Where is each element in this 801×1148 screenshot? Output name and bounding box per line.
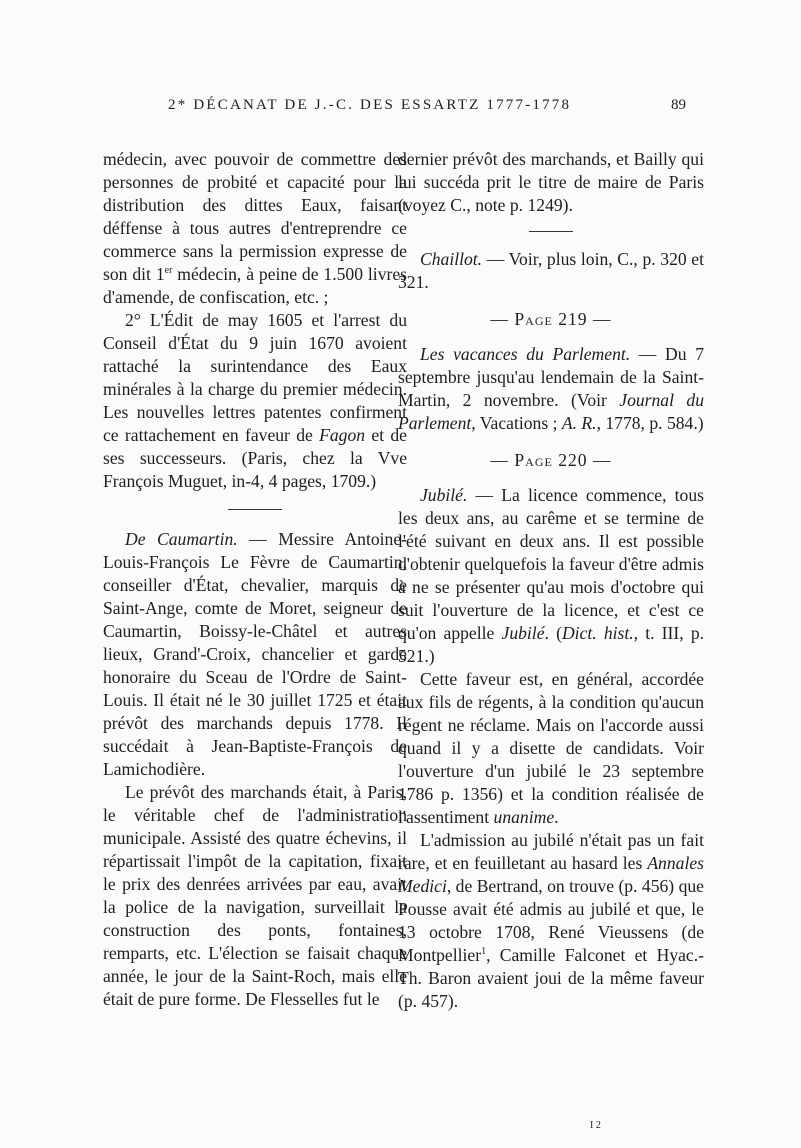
paragraph: médecin, avec pouvoir de commettre des personnes de probité et capacité pour la distribution des dittes Eaux, faisant déffense à tous autres d'entreprendre ce commerce sans la permission expresse de son dit 1er médecin, à peine de 1.500 livres d'amende, de confiscation, etc. ; [103,149,408,307]
paragraph: De Caumartin. — Messire Antoine-Louis-François Le Fèvre de Caumartin, conseiller d'État, chevalier, marquis de Saint-Ange, comte de Moret, seigneur de Caumartin, Boissy-le-Châtel et autres lieux, Grand'-Croix, chancelier et garde honoraire du Sceau de l'Ordre de Saint-Louis. Il était né le 30 juillet 1725 et était prévôt des marchands depuis 1778. Il succédait à Jean-Baptiste-François de Lamichodière. [103,529,407,779]
page-heading: — Page 220 — [490,450,612,470]
page-number: 89 [671,97,686,113]
left-column [103,148,407,1011]
right-column [398,148,704,1013]
signature-mark: I 2 [590,1120,601,1131]
section-divider [228,509,282,510]
running-header [0,97,801,121]
header-title: 2* DÉCANAT DE J.-C. DES ESSARTZ 1777-1778 [168,97,572,113]
paragraph: dernier prévôt des marchands, et Bailly qui lui succéda prit le titre de maire de Paris (voyez C., note p. 1249). [398,149,704,215]
paragraph: Chaillot. — Voir, plus loin, C., p. 320 et 321. [398,249,704,292]
paragraph: L'admission au jubilé n'était pas un fait rare, et en feuilletant au hasard les Annales Medici, de Bertrand, on trouve (p. 456) que Pousse avait été admis au jubilé et que, le 13 octobre 1708, René Vieussens (de Montpellier$^1$, Camille Falconet et Hyac.-Th. Baron avaient joui de la même faveur (p. 457). [398,830,704,1011]
paragraph: Cette faveur est, en général, accordée aux fils de régents, à la condition qu'aucun régent ne réclame. Mais on l'accorde aussi quand il y a disette de candidats. Voir l'ouverture d'un jubilé le 23 septembre 1786 p. 1356) et la condition réalisée de l'assentiment unanime. [398,669,704,827]
paragraph: Le prévôt des marchands était, à Paris, le véritable chef de l'administration municipale. Assisté des quatre échevins, il répartissait l'impôt de la capitation, fixait le prix des denrées arrivées par eau, avait la police de la navigation, surveillait la construction des ponts, fontaines, remparts, etc. L'élection se faisait chaque année, le jour de la Saint-Roch, mais elle était de pure forme. De Flesselles fut le [103,782,407,1009]
section-divider [529,231,573,232]
paragraph: Jubilé. — La licence commence, tous les deux ans, au carême et se termine de l'été suivant en deux ans. Il est possible d'obtenir quelquefois la faveur d'être admis à ne se présenter qu'au mois d'octobre qui suit l'ouverture de la licence, et c'est ce qu'on appelle Jubilé. (Dict. hist., t. III, p. 521.) [398,485,705,666]
paragraph: Les vacances du Parlement. — Du 7 septembre jusqu'au lendemain de la Saint-Martin, 2 novembre. (Voir Journal du Parlement, Vacations ; A. R., 1778, p. 584.) [398,344,705,433]
page-heading: — Page 219 — [490,309,612,329]
paragraph: 2° L'Édit de may 1605 et l'arrest du Conseil d'État du 9 juin 1670 avoient rattaché la surintendance des Eaux minérales à la charge du premier médecin. Les nouvelles lettres patentes confirment ce rattachement en faveur de Fagon et de ses successeurs. (Paris, chez la Vve François Muguet, in-4, 4 pages, 1709.) [103,310,407,491]
